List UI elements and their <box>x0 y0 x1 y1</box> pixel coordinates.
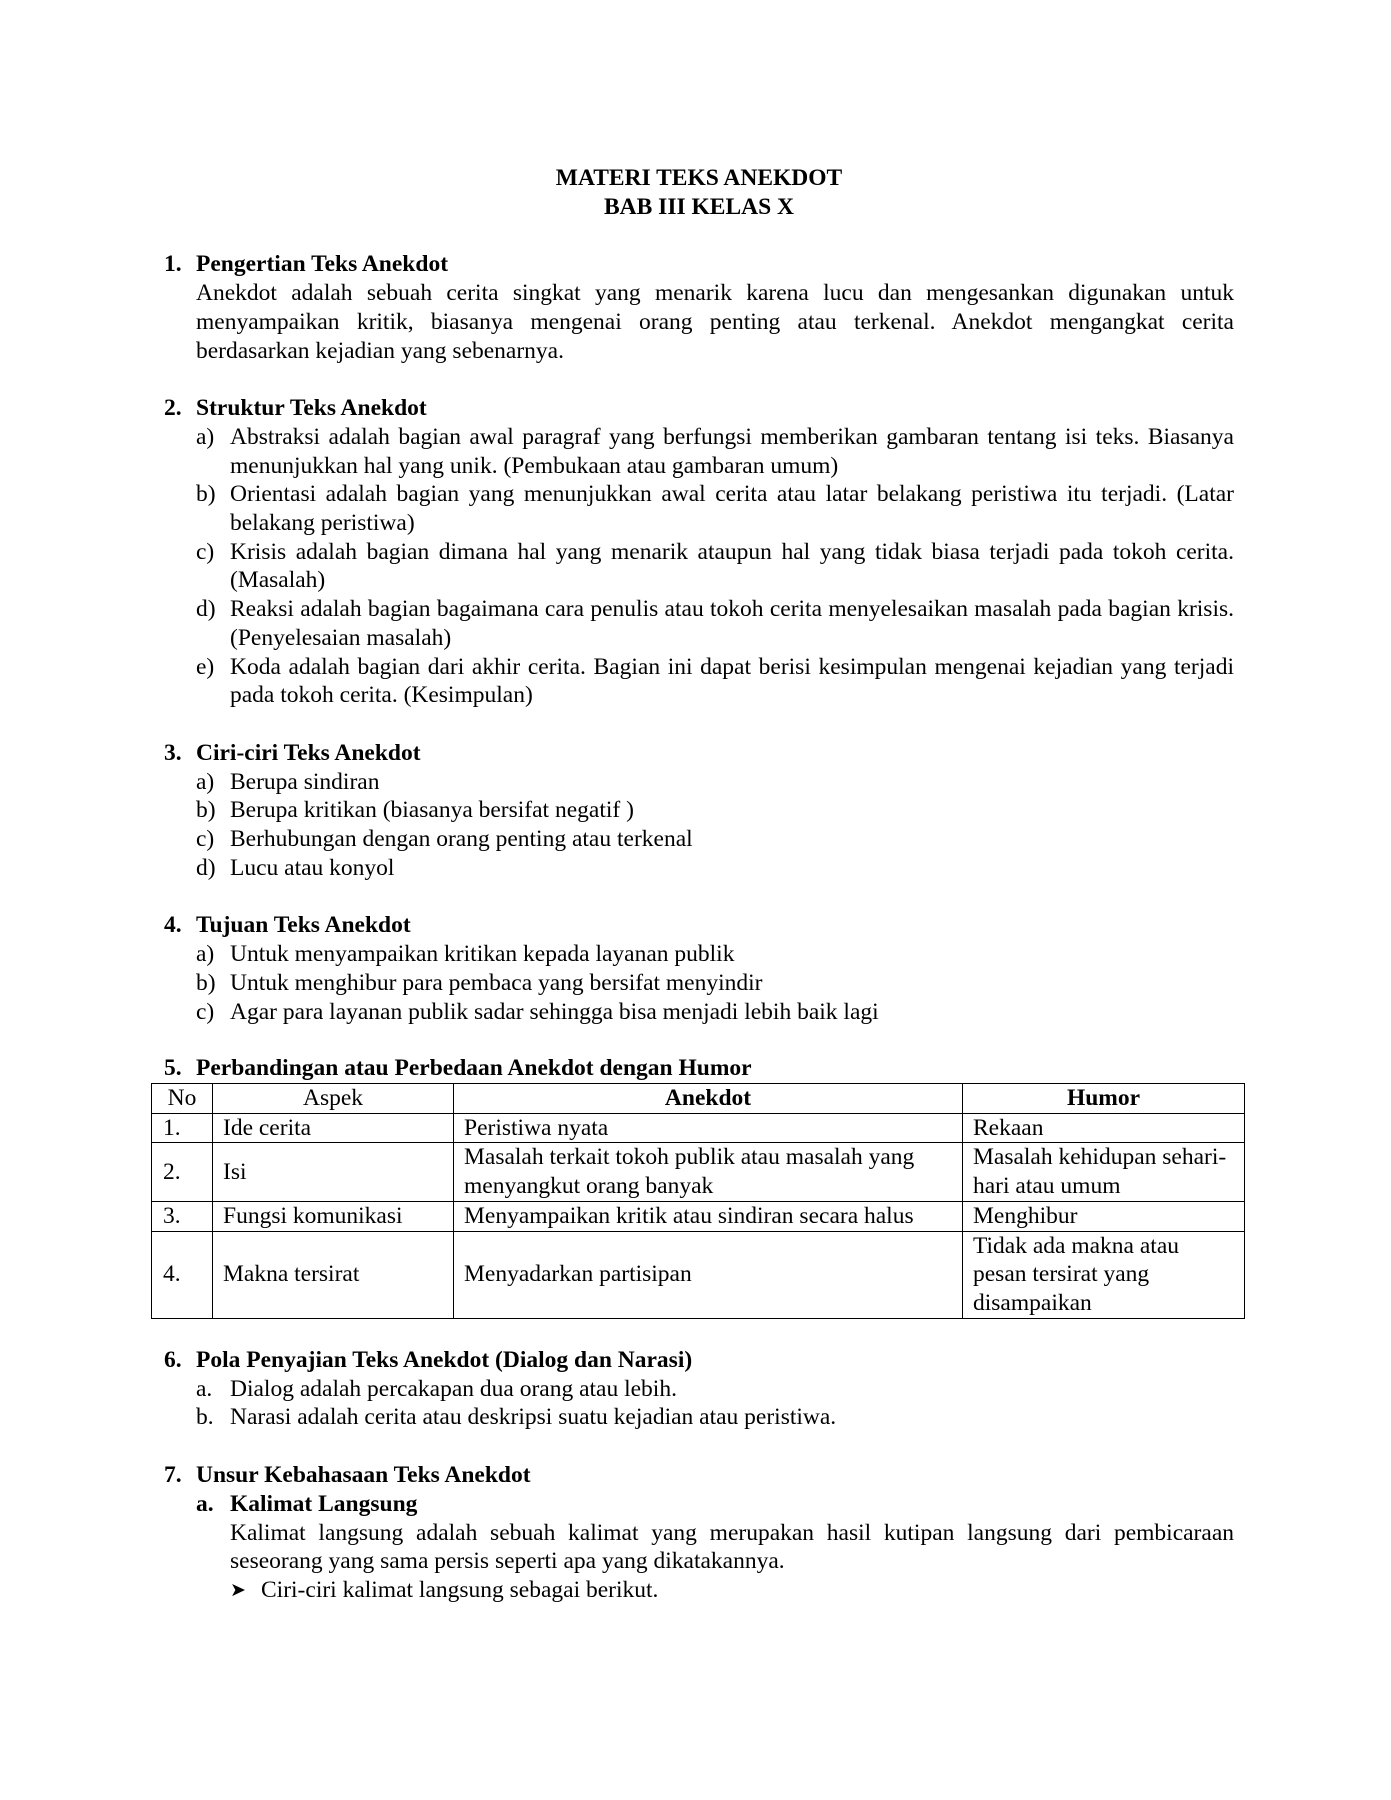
section-struktur <box>164 394 1234 710</box>
bullet-text: Ciri-ciri kalimat langsung sebagai berikut. <box>261 1576 659 1603</box>
table-cell: Menghibur <box>963 1201 1245 1231</box>
table-cell: Fungsi komunikasi <box>213 1201 454 1231</box>
list-text: Berhubungan dengan orang penting atau terkenal <box>230 826 693 853</box>
table-header-row <box>152 1084 1245 1114</box>
table-cell: Menyadarkan partisipan <box>454 1231 963 1318</box>
section-number: 2. <box>164 395 182 422</box>
list-marker: b) <box>196 969 216 996</box>
subsection-paragraph: Kalimat langsung adalah sebuah kalimat yang merupakan hasil kutipan langsung dari pembicaraan seseorang yang sama persis seperti apa yang dikatakannya. <box>230 1519 1234 1575</box>
section-number: 4. <box>164 912 182 939</box>
list-marker: d) <box>196 596 216 623</box>
table-row <box>152 1143 1245 1201</box>
list-marker: e) <box>196 653 215 680</box>
list-item <box>164 969 1234 998</box>
list-marker: c) <box>196 998 215 1025</box>
list-text: Orientasi adalah bagian yang menunjukkan awal cerita atau latar belakang peristiwa itu terjadi. (Latar belakang peristiwa) <box>230 481 1234 537</box>
section-paragraph: Anekdot adalah sebuah cerita singkat yang menarik karena lucu dan mengesankan digunakan untuk menyampaikan kritik, biasanya mengenai orang penting atau terkenal. Anekdot mengangkat cerita berdasarkan kejadian yang sebenarnya. <box>196 280 1234 364</box>
section-heading: Tujuan Teks Anekdot <box>196 912 411 939</box>
table-cell: Rekaan <box>963 1113 1245 1143</box>
list-text: Untuk menyampaikan kritikan kepada layanan publik <box>230 941 735 968</box>
document-subtitle: BAB III KELAS X <box>603 193 795 220</box>
list-item <box>164 595 1234 652</box>
section-number: 6. <box>164 1347 182 1373</box>
section-heading: Perbandingan atau Perbedaan Anekdot dengan Humor <box>196 1055 752 1081</box>
list-item <box>164 940 1234 969</box>
list-marker: a. <box>196 1490 214 1517</box>
table-cell: Ide cerita <box>213 1113 454 1143</box>
list-marker: b) <box>196 481 216 508</box>
list-text: Reaksi adalah bagian bagaimana cara penulis atau tokoh cerita menyelesaikan masalah pada bagian krisis. (Penyelesaian masalah) <box>230 596 1234 651</box>
list-item <box>164 480 1234 537</box>
document-title: MATERI TEKS ANEKDOT <box>555 165 843 191</box>
list-text: Narasi adalah cerita atau deskripsi suatu kejadian atau peristiwa. <box>230 1404 837 1431</box>
table-cell: 1. <box>152 1113 213 1143</box>
subsection-heading <box>164 1490 1234 1519</box>
section-pengertian <box>164 250 1234 365</box>
list-marker: b. <box>196 1404 214 1431</box>
list-text: Berupa kritikan (biasanya bersifat negatif ) <box>230 797 634 824</box>
table-row <box>152 1231 1245 1318</box>
list-text: Dialog adalah percakapan dua orang atau lebih. <box>230 1375 677 1402</box>
list-marker: c) <box>196 538 215 565</box>
list-marker: d) <box>196 854 216 881</box>
list-text: Krisis adalah bagian dimana hal yang menarik ataupun hal yang tidak biasa terjadi pada tokoh cerita. (Masalah) <box>230 538 1234 594</box>
subsection-title: Kalimat Langsung <box>230 1490 418 1517</box>
header-aspek: Aspek <box>213 1084 454 1114</box>
section-perbandingan <box>164 1054 752 1083</box>
header-humor: Humor <box>963 1084 1245 1114</box>
list-text: Berupa sindiran <box>230 768 380 795</box>
list-item <box>164 538 1234 595</box>
section-number: 5. <box>164 1055 182 1081</box>
section-number: 3. <box>164 739 182 766</box>
list-text: Koda adalah bagian dari akhir cerita. Bagian ini dapat berisi kesimpulan mengenai kejadian yang terjadi pada tokoh cerita. (Kesimpulan) <box>230 653 1234 709</box>
table-cell: Menyampaikan kritik atau sindiran secara halus <box>454 1201 963 1231</box>
section-number: 1. <box>164 251 182 278</box>
arrowhead-bullet-icon: ➤ <box>230 1578 246 1601</box>
list-item <box>164 768 1234 797</box>
list-item <box>164 796 1234 825</box>
table-cell: Masalah kehidupan sehari-hari atau umum <box>963 1143 1245 1201</box>
section-heading: Unsur Kebahasaan Teks Anekdot <box>196 1462 531 1489</box>
list-marker: a) <box>196 941 215 968</box>
list-marker: c) <box>196 826 215 853</box>
document-content-lower <box>164 1346 1234 1605</box>
list-item <box>164 1375 1234 1404</box>
document-content <box>164 164 1234 1026</box>
bullet-item <box>164 1576 1234 1605</box>
header-no: No <box>152 1084 213 1114</box>
list-item <box>164 653 1234 710</box>
list-marker: a. <box>196 1375 213 1402</box>
section-heading: Struktur Teks Anekdot <box>196 395 427 422</box>
list-item <box>164 854 1234 883</box>
section-unsur-kebahasaan <box>164 1461 1234 1605</box>
list-text: Untuk menghibur para pembaca yang bersifat menyindir <box>230 969 763 996</box>
list-item <box>164 1403 1234 1432</box>
table-cell: Peristiwa nyata <box>454 1113 963 1143</box>
section-pola-penyajian <box>164 1346 1234 1432</box>
table-cell: 2. <box>152 1143 213 1201</box>
table-cell: Tidak ada makna atau pesan tersirat yang disampaikan <box>963 1231 1245 1318</box>
section-heading: Pola Penyajian Teks Anekdot (Dialog dan Narasi) <box>196 1347 693 1373</box>
list-text: Agar para layanan publik sadar sehingga bisa menjadi lebih baik lagi <box>230 998 879 1025</box>
section-tujuan <box>164 911 1234 1026</box>
list-text: Lucu atau konyol <box>230 854 395 881</box>
comparison-table <box>151 1083 1245 1319</box>
table-row <box>152 1113 1245 1143</box>
list-item <box>164 825 1234 854</box>
table-cell: Makna tersirat <box>213 1231 454 1318</box>
list-item <box>164 423 1234 480</box>
list-text: Abstraksi adalah bagian awal paragraf yang berfungsi memberikan gambaran tentang isi teks. Biasanya menunjukkan hal yang unik. (Pembukaan atau gambaran umum) <box>230 423 1234 479</box>
list-marker: a) <box>196 423 215 450</box>
section-number: 7. <box>164 1462 182 1489</box>
list-item <box>164 998 1234 1027</box>
table-cell: Masalah terkait tokoh publik atau masalah yang menyangkut orang banyak <box>454 1143 963 1201</box>
section-ciri-ciri <box>164 739 1234 883</box>
header-anekdot: Anekdot <box>454 1084 963 1114</box>
list-marker: a) <box>196 768 215 795</box>
table-cell: Isi <box>213 1143 454 1201</box>
table-cell: 4. <box>152 1231 213 1318</box>
section-heading: Ciri-ciri Teks Anekdot <box>196 739 421 766</box>
list-marker: b) <box>196 797 216 824</box>
section-heading: Pengertian Teks Anekdot <box>196 251 449 278</box>
table-cell: 3. <box>152 1201 213 1231</box>
table-row <box>152 1201 1245 1231</box>
